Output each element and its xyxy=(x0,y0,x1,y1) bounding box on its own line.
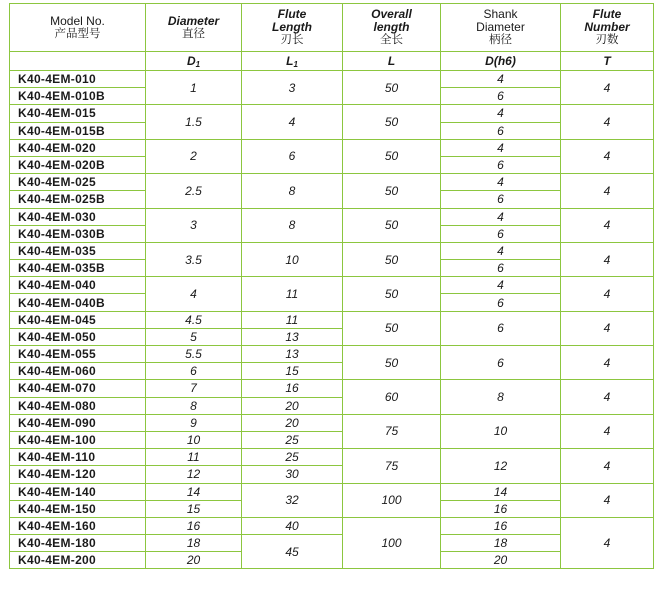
model-cell: K40-4EM-200 xyxy=(10,552,146,569)
model-cell: K40-4EM-025B xyxy=(10,191,146,208)
header-flute-number-en2: Number xyxy=(584,20,630,34)
shank-diameter-cell: 16 xyxy=(441,500,561,517)
model-cell: K40-4EM-030 xyxy=(10,208,146,225)
flute-number-cell: 4 xyxy=(561,483,654,517)
shank-diameter-cell: 4 xyxy=(441,242,561,259)
flute-length-cell: 4 xyxy=(242,105,343,139)
overall-length-cell: 50 xyxy=(343,71,441,105)
header-flute-number-cn: 刃数 xyxy=(595,34,619,46)
overall-length-cell: 50 xyxy=(343,174,441,208)
overall-length-cell: 50 xyxy=(343,105,441,139)
model-cell: K40-4EM-055 xyxy=(10,346,146,363)
diameter-cell: 4.5 xyxy=(146,311,242,328)
table-row xyxy=(10,380,654,397)
shank-diameter-cell: 8 xyxy=(441,380,561,414)
flute-number-cell: 4 xyxy=(561,105,654,139)
symbol-diameter xyxy=(146,52,242,71)
flute-number-cell: 4 xyxy=(561,139,654,173)
flute-length-cell: 11 xyxy=(242,277,343,311)
overall-length-cell: 50 xyxy=(343,242,441,276)
flute-length-cell: 32 xyxy=(242,483,343,517)
shank-diameter-cell: 6 xyxy=(441,311,561,345)
table-row xyxy=(10,517,654,534)
header-flute-number xyxy=(561,4,654,52)
shank-diameter-cell: 4 xyxy=(441,277,561,294)
flute-length-cell: 15 xyxy=(242,363,343,380)
table-row xyxy=(10,242,654,259)
symbol-flute-length xyxy=(242,52,343,71)
header-overall-length-en2: length xyxy=(373,20,410,34)
diameter-cell: 2 xyxy=(146,139,242,173)
model-cell: K40-4EM-110 xyxy=(10,449,146,466)
table-row xyxy=(10,71,654,88)
flute-length-cell: 30 xyxy=(242,466,343,483)
shank-diameter-cell: 20 xyxy=(441,552,561,569)
flute-length-cell: 20 xyxy=(242,414,343,431)
table-row xyxy=(10,277,654,294)
symbol-flute-length-sub: 1 xyxy=(293,59,298,69)
model-cell: K40-4EM-060 xyxy=(10,363,146,380)
flute-number-cell: 4 xyxy=(561,208,654,242)
diameter-cell: 3 xyxy=(146,208,242,242)
flute-number-cell: 4 xyxy=(561,449,654,483)
model-cell: K40-4EM-010 xyxy=(10,71,146,88)
header-overall-length-en1: Overall xyxy=(371,7,412,21)
shank-diameter-cell: 18 xyxy=(441,535,561,552)
shank-diameter-cell: 12 xyxy=(441,449,561,483)
flute-length-cell: 6 xyxy=(242,139,343,173)
flute-length-cell: 40 xyxy=(242,517,343,534)
model-cell: K40-4EM-040 xyxy=(10,277,146,294)
diameter-cell: 16 xyxy=(146,517,242,534)
header-flute-length-en2: Length xyxy=(272,20,312,34)
shank-diameter-cell: 4 xyxy=(441,71,561,88)
overall-length-cell: 50 xyxy=(343,277,441,311)
flute-length-cell: 25 xyxy=(242,431,343,448)
symbol-shank-diameter: D(h6) xyxy=(441,52,561,71)
symbol-flute-number: T xyxy=(561,52,654,71)
flute-length-cell: 45 xyxy=(242,535,343,569)
flute-number-cell: 4 xyxy=(561,346,654,380)
flute-length-cell: 3 xyxy=(242,71,343,105)
flute-number-cell: 4 xyxy=(561,311,654,345)
flute-number-cell: 4 xyxy=(561,517,654,569)
diameter-cell: 15 xyxy=(146,500,242,517)
model-cell: K40-4EM-045 xyxy=(10,311,146,328)
model-cell: K40-4EM-100 xyxy=(10,431,146,448)
header-row xyxy=(10,4,654,52)
shank-diameter-cell: 4 xyxy=(441,139,561,156)
header-flute-length xyxy=(242,4,343,52)
diameter-cell: 9 xyxy=(146,414,242,431)
diameter-cell: 7 xyxy=(146,380,242,397)
header-flute-length-cn: 刃长 xyxy=(280,34,304,46)
shank-diameter-cell: 6 xyxy=(441,122,561,139)
flute-number-cell: 4 xyxy=(561,277,654,311)
header-model xyxy=(10,4,146,52)
table-row xyxy=(10,414,654,431)
model-cell: K40-4EM-025 xyxy=(10,174,146,191)
table-row xyxy=(10,449,654,466)
overall-length-cell: 50 xyxy=(343,346,441,380)
symbol-model xyxy=(10,52,146,71)
shank-diameter-cell: 16 xyxy=(441,517,561,534)
header-shank-diameter-en2: Diameter xyxy=(476,20,525,34)
shank-diameter-cell: 6 xyxy=(441,294,561,311)
header-diameter-en: Diameter xyxy=(167,13,220,28)
overall-length-cell: 50 xyxy=(343,208,441,242)
flute-length-cell: 13 xyxy=(242,328,343,345)
diameter-cell: 1 xyxy=(146,71,242,105)
spec-table-container xyxy=(9,3,653,569)
model-cell: K40-4EM-035 xyxy=(10,242,146,259)
diameter-cell: 3.5 xyxy=(146,242,242,276)
shank-diameter-cell: 6 xyxy=(441,88,561,105)
overall-length-cell: 50 xyxy=(343,139,441,173)
header-model-cn: 产品型号 xyxy=(54,27,101,40)
table-row xyxy=(10,483,654,500)
overall-length-cell: 100 xyxy=(343,517,441,569)
table-row xyxy=(10,346,654,363)
shank-diameter-cell: 4 xyxy=(441,105,561,122)
diameter-cell: 10 xyxy=(146,431,242,448)
diameter-cell: 2.5 xyxy=(146,174,242,208)
model-cell: K40-4EM-030B xyxy=(10,225,146,242)
diameter-cell: 1.5 xyxy=(146,105,242,139)
symbol-diameter-letter: D xyxy=(186,53,196,68)
flute-length-cell: 10 xyxy=(242,242,343,276)
table-row xyxy=(10,139,654,156)
overall-length-cell: 60 xyxy=(343,380,441,414)
header-model-en: Model No. xyxy=(50,13,105,28)
header-diameter xyxy=(146,4,242,52)
table-row xyxy=(10,311,654,328)
symbol-row xyxy=(10,52,654,71)
header-flute-length-en1: Flute xyxy=(277,7,307,21)
flute-length-cell: 25 xyxy=(242,449,343,466)
symbol-flute-length-letter: L xyxy=(286,53,294,68)
diameter-cell: 4 xyxy=(146,277,242,311)
header-overall-length-cn: 全长 xyxy=(380,34,403,46)
table-row xyxy=(10,105,654,122)
model-cell: K40-4EM-020B xyxy=(10,156,146,173)
flute-number-cell: 4 xyxy=(561,242,654,276)
model-cell: K40-4EM-015B xyxy=(10,122,146,139)
header-shank-diameter xyxy=(441,4,561,52)
shank-diameter-cell: 14 xyxy=(441,483,561,500)
header-overall-length xyxy=(343,4,441,52)
model-cell: K40-4EM-140 xyxy=(10,483,146,500)
diameter-cell: 8 xyxy=(146,397,242,414)
model-cell: K40-4EM-080 xyxy=(10,397,146,414)
table-row xyxy=(10,535,654,552)
overall-length-cell: 75 xyxy=(343,414,441,448)
flute-length-cell: 8 xyxy=(242,208,343,242)
overall-length-cell: 75 xyxy=(343,449,441,483)
diameter-cell: 5 xyxy=(146,328,242,345)
table-row xyxy=(10,208,654,225)
model-cell: K40-4EM-090 xyxy=(10,414,146,431)
model-cell: K40-4EM-150 xyxy=(10,500,146,517)
flute-length-cell: 20 xyxy=(242,397,343,414)
diameter-cell: 18 xyxy=(146,535,242,552)
diameter-cell: 14 xyxy=(146,483,242,500)
shank-diameter-cell: 4 xyxy=(441,174,561,191)
header-flute-number-en1: Flute xyxy=(592,7,622,21)
flute-length-cell: 16 xyxy=(242,380,343,397)
flute-length-cell: 11 xyxy=(242,311,343,328)
model-cell: K40-4EM-160 xyxy=(10,517,146,534)
symbol-diameter-sub: 1 xyxy=(195,59,201,69)
overall-length-cell: 100 xyxy=(343,483,441,517)
diameter-cell: 5.5 xyxy=(146,346,242,363)
diameter-cell: 11 xyxy=(146,449,242,466)
diameter-cell: 6 xyxy=(146,363,242,380)
flute-number-cell: 4 xyxy=(561,414,654,448)
model-cell: K40-4EM-020 xyxy=(10,139,146,156)
diameter-cell: 20 xyxy=(146,552,242,569)
model-cell: K40-4EM-035B xyxy=(10,260,146,277)
shank-diameter-cell: 6 xyxy=(441,260,561,277)
header-shank-diameter-cn: 柄径 xyxy=(489,34,512,46)
model-cell: K40-4EM-120 xyxy=(10,466,146,483)
flute-number-cell: 4 xyxy=(561,174,654,208)
symbol-overall-length: L xyxy=(343,52,441,71)
header-shank-diameter-en1: Shank xyxy=(483,7,518,21)
model-cell: K40-4EM-040B xyxy=(10,294,146,311)
model-cell: K40-4EM-180 xyxy=(10,535,146,552)
model-cell: K40-4EM-050 xyxy=(10,328,146,345)
shank-diameter-cell: 6 xyxy=(441,156,561,173)
shank-diameter-cell: 10 xyxy=(441,414,561,448)
table-row xyxy=(10,174,654,191)
header-diameter-cn: 直径 xyxy=(182,27,205,40)
model-cell: K40-4EM-015 xyxy=(10,105,146,122)
spec-table xyxy=(9,3,654,569)
shank-diameter-cell: 6 xyxy=(441,225,561,242)
flute-number-cell: 4 xyxy=(561,71,654,105)
flute-length-cell: 13 xyxy=(242,346,343,363)
overall-length-cell: 50 xyxy=(343,311,441,345)
flute-number-cell: 4 xyxy=(561,380,654,414)
shank-diameter-cell: 6 xyxy=(441,346,561,380)
model-cell: K40-4EM-070 xyxy=(10,380,146,397)
shank-diameter-cell: 6 xyxy=(441,191,561,208)
shank-diameter-cell: 4 xyxy=(441,208,561,225)
flute-length-cell: 8 xyxy=(242,174,343,208)
diameter-cell: 12 xyxy=(146,466,242,483)
model-cell: K40-4EM-010B xyxy=(10,88,146,105)
